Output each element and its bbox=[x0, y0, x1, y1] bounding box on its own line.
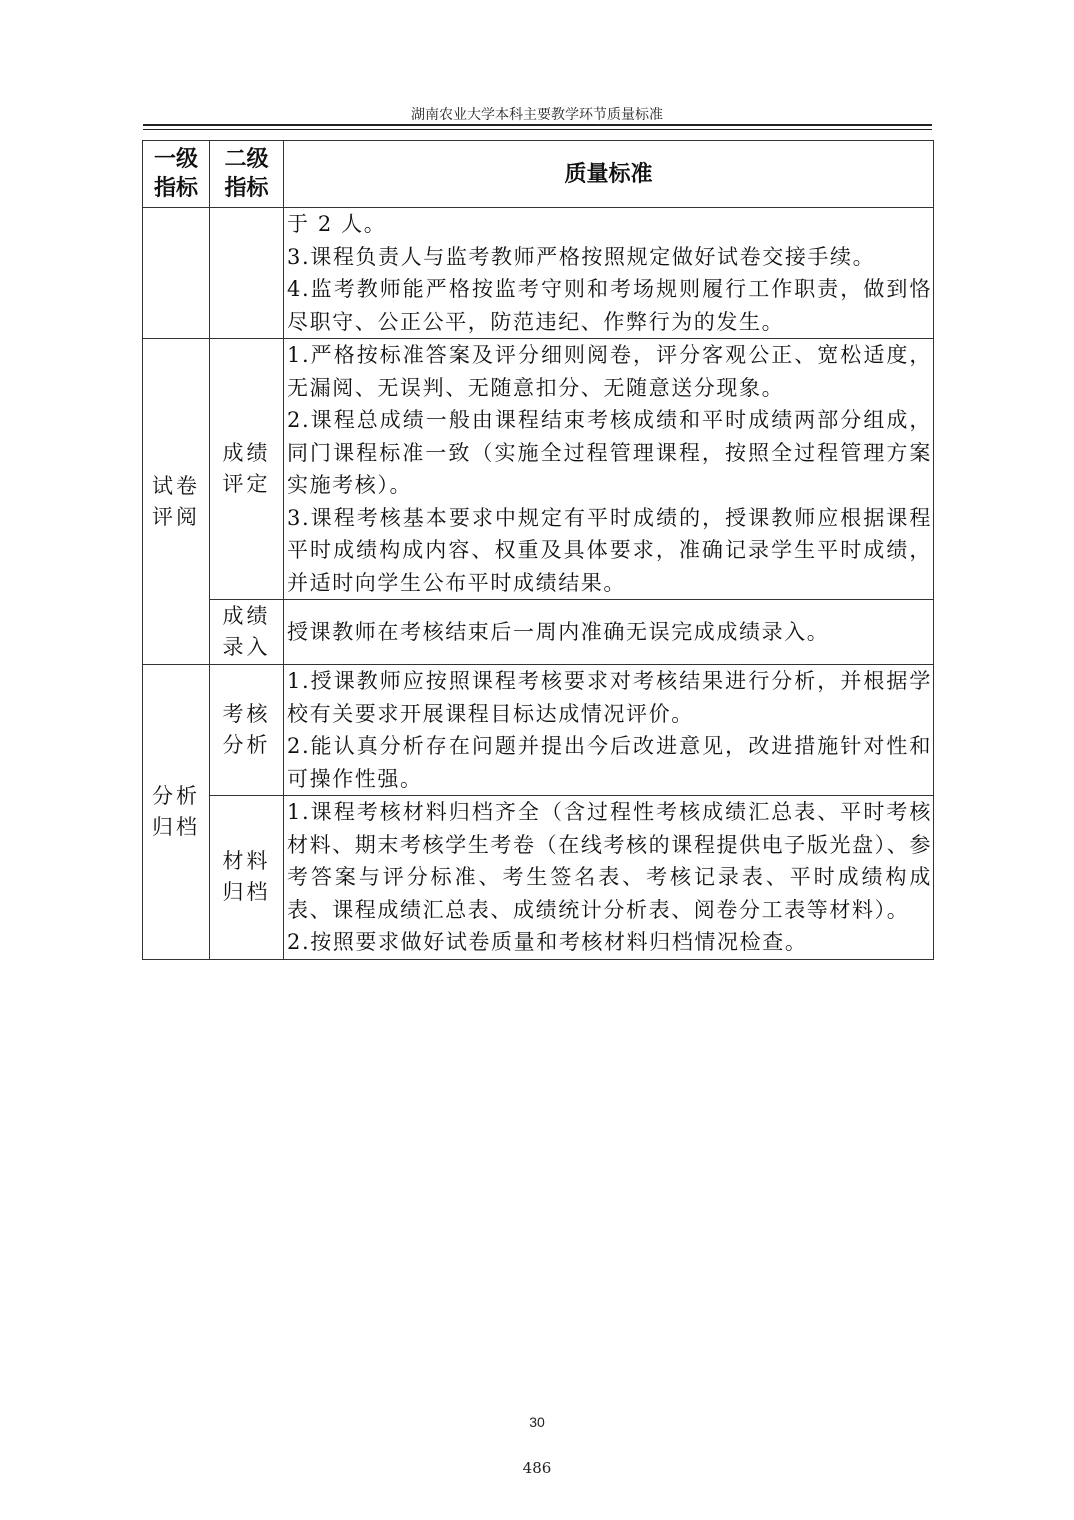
level2-cell bbox=[210, 208, 284, 339]
standard-cell bbox=[284, 796, 934, 960]
standard-item: 3.课程考核基本要求中规定有平时成绩的，授课教师应根据课程平时成绩构成内容、权重及具体要求，准确记录学生平时成绩，并适时向学生公布平时成绩结果。 bbox=[287, 505, 932, 595]
table-row bbox=[143, 600, 934, 665]
table-row bbox=[143, 339, 934, 600]
header-rule bbox=[143, 124, 932, 126]
standard-cell bbox=[284, 600, 934, 665]
header-level1: 一级 指标 bbox=[143, 141, 210, 208]
standard-item: 4.监考教师能严格按监考守则和考场规则履行工作职责，做到恪尽职守、公正公平，防范违纪、作弊行为的发生。 bbox=[287, 277, 932, 334]
standard-item: 3.课程负责人与监考教师严格按照规定做好试卷交接手续。 bbox=[287, 244, 876, 269]
level1-cell: 试卷 评阅 bbox=[143, 339, 210, 665]
level2-cell: 材料 归档 bbox=[210, 796, 284, 960]
running-header: 湖南农业大学本科主要教学环节质量标准 bbox=[411, 107, 663, 123]
table-header-row bbox=[143, 141, 934, 208]
standard-item: 2.能认真分析存在问题并提出今后改进意见，改进措施针对性和可操作性强。 bbox=[287, 734, 932, 791]
standard-item: 1.授课教师应按照课程考核要求对考核结果进行分析，并根据学校有关要求开展课程目标达成情况评价。 bbox=[287, 669, 932, 726]
standard-cell bbox=[284, 339, 934, 600]
standard-item: 1.严格按标准答案及评分细则阅卷，评分客观公正、宽松适度，无漏阅、无误判、无随意扣分、无随意送分现象。 bbox=[287, 343, 932, 400]
level1-cell bbox=[143, 208, 210, 339]
level2-cell: 考核 分析 bbox=[210, 665, 284, 796]
standard-cell bbox=[284, 665, 934, 796]
sequence-number: 486 bbox=[522, 1459, 552, 1477]
standard-item: 2.按照要求做好试卷质量和考核材料归档情况检查。 bbox=[287, 930, 808, 954]
standard-item: 1.课程考核材料归档齐全（含过程性考核成绩汇总表、平时考核材料、期末考核学生考卷（在线考核的课程提供电子版光盘）、参考答案与评分标准、考生签名表、考核记录表、平时成绩构成表、课程成绩汇总表、成绩统计分析表、阅卷分工表等材料）。 bbox=[287, 800, 932, 922]
header-standard: 质量标准 bbox=[284, 141, 934, 208]
table-row bbox=[143, 208, 934, 339]
level1-cell: 分析 归档 bbox=[143, 665, 210, 960]
header-level2: 二级 指标 bbox=[210, 141, 284, 208]
standard-cell bbox=[284, 208, 934, 339]
standard-item: 授课教师在考核结束后一周内准确无误完成成绩录入。 bbox=[287, 620, 830, 644]
level2-cell: 成绩 录入 bbox=[210, 600, 284, 665]
quality-standard-table bbox=[142, 140, 934, 960]
page-number: 30 bbox=[529, 1414, 545, 1430]
level2-cell: 成绩 评定 bbox=[210, 339, 284, 600]
standard-item: 2.课程总成绩一般由课程结束考核成绩和平时成绩两部分组成，同门课程标准一致（实施全过程管理课程，按照全过程管理方案实施考核）。 bbox=[287, 408, 932, 497]
header-rule-thin bbox=[143, 129, 932, 130]
table-row bbox=[143, 665, 934, 796]
standard-item: 于 2 人。 bbox=[287, 212, 387, 236]
table-row bbox=[143, 796, 934, 960]
